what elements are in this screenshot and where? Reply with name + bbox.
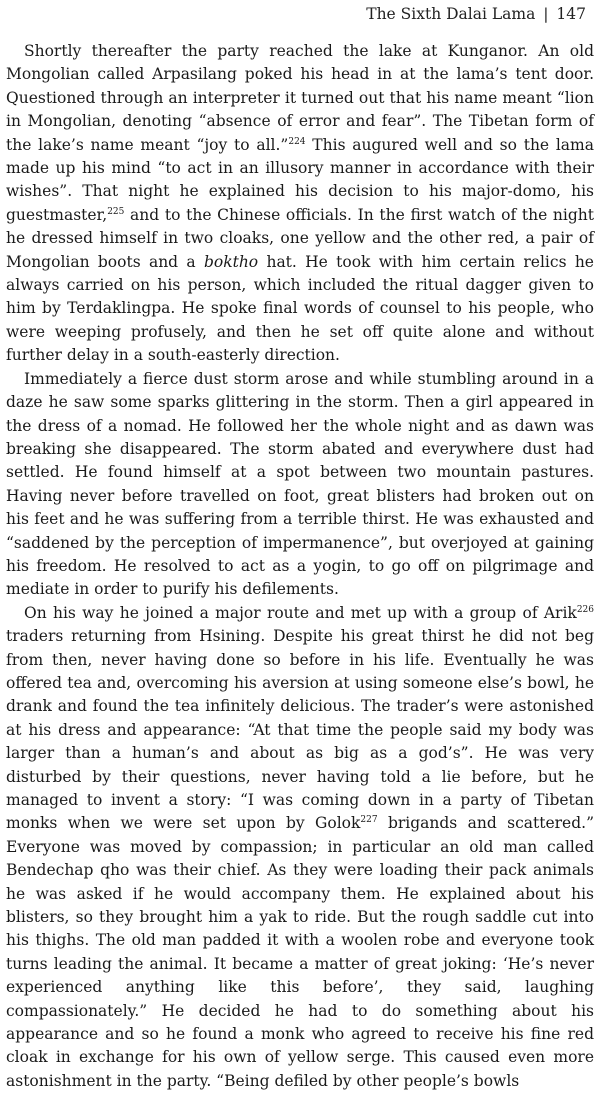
footnote-ref-225: 225 xyxy=(107,206,125,217)
paragraph-3-text-2: traders returning from Hsining. Despite his great thirst he did not beg from then, never having done so before in his life. Eventually he was offered tea and, overcoming his aversion at using someone else’s bowl, he drank and found the tea infinitely delicious. The trader’s were astonished at his dress and appearance: “At that time the people said my body was larger than a human’s and about as big as a god’s”. He was very disturbed by their questions, never having told a lie before, but he managed to invent a story: “I was coming down in a party of Tibetan monks when we were set upon by Golok xyxy=(6,627,594,833)
page-number: 147 xyxy=(556,5,586,23)
footnote-ref-227: 227 xyxy=(360,815,378,826)
running-header-title: The Sixth Dalai Lama xyxy=(366,5,536,23)
paragraph-1-text-1: Shortly thereafter the party reached the lake at Kunganor. An old Mongolian called Arpasilang poked his head in at the lama’s tent door. Questioned through an interpreter it turned out that his name meant “lion in Mongolian, denoting “absence of error and fear”. The Tibetan form of the lake’s name meant “joy to all.” xyxy=(6,42,594,154)
body-text xyxy=(6,40,594,1093)
running-header-separator: | xyxy=(543,5,549,23)
paragraph-2-text-1: Immediately a fierce dust storm arose and while stumbling around in a daze he saw some sparks glittering in the storm. Then a girl appeared in the dress of a nomad. He followed her the whole night and as dawn was breaking she disappeared. The storm abated and everywhere dust had settled. He found himself at a spot between two mountain pastures. Having never before travelled on foot, great blisters had broken out on his feet and he was suffering from a terrible thirst. He was exhausted and “saddened by the perception of impermanence”, but overjoyed at gaining his freedom. He resolved to act as a yogin, to go off on pilgrimage and mediate in order to purify his defilements. xyxy=(6,369,594,599)
paragraph-1-text-2: This augured well and so the lama made up his mind “to act in an illusory manner in accordance with their wishes”. That night he explained his decision to his major-domo, his guestmaster, xyxy=(6,135,594,224)
paragraph-1 xyxy=(6,40,594,368)
paragraph-3-text-3: brigands and scattered.” Everyone was moved by compassion; in particular an old man called Bendechap qho was their chief. As they were loading their pack animals he was asked if he would accompany them. He explained about his blisters, so they brought him a yak to ride. But the rough saddle cut into his thighs. The old man padded it with a woolen robe and everyone took turns leading the animal. It became a matter of great joking: ‘He’s never experienced anything like this before’, they said, laughing compassionately.” He decided he had to do something about his appearance and so he found a monk who agreed to receive his fine red cloak in exchange for his own of yellow serge. This caused even more astonishment in the party. “Being defiled by other people’s bowls xyxy=(6,814,594,1090)
paragraph-2 xyxy=(6,368,594,602)
paragraph-3-text-1: On his way he joined a major route and met up with a group of Arik xyxy=(24,603,577,622)
footnote-ref-226: 226 xyxy=(576,604,594,615)
paragraph-1-text-4: hat. He took with him certain relics he always carried on his person, which included the ritual dagger given to him by Terdaklingpa. He spoke final words of counsel to his people, who were weeping profusely, and then he set off quite alone and without further delay in a south-easterly direction. xyxy=(6,252,594,365)
italic-term-boktho: boktho xyxy=(203,252,259,271)
footnote-ref-224: 224 xyxy=(288,136,306,147)
paragraph-1-text-3: and to the Chinese officials. In the first watch of the night he dressed himself in two cloaks, one yellow and the other red, a pair of Mongolian boots and a xyxy=(6,205,594,271)
running-header xyxy=(366,0,586,28)
paragraph-3 xyxy=(6,602,594,1093)
